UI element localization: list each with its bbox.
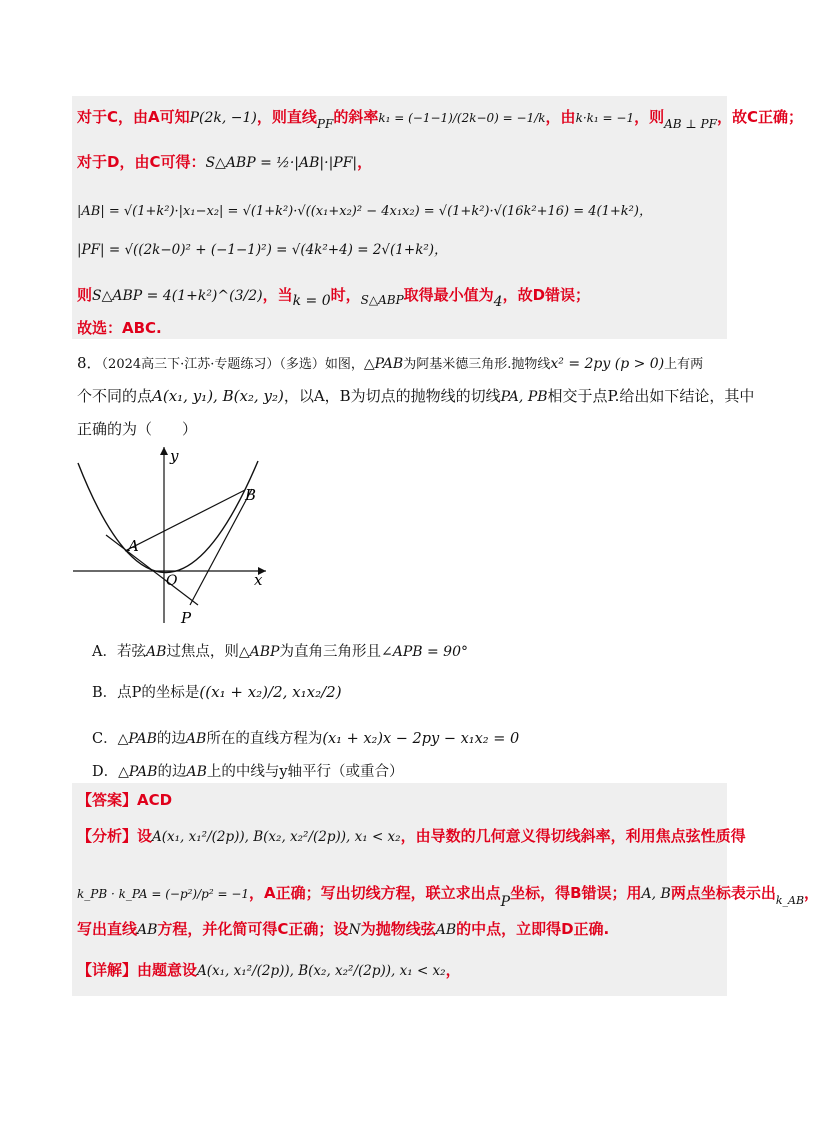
question-text-3: 个不同的点 <box>77 387 153 405</box>
option-c-ab: AB <box>185 731 207 747</box>
min-tail: ，故D错误； <box>502 286 591 304</box>
pf-label: PF <box>316 117 334 131</box>
option-c-letter: C． <box>92 731 118 747</box>
label-o: O <box>166 573 178 589</box>
analysis-text-3: 坐标，得B错误；用 <box>510 884 642 902</box>
analysis-slope-product: k_PB · k_PA = (−p²)/p² = −1 <box>77 887 250 901</box>
question-text-1: 为阿基米德三角形.抛物线 <box>403 357 551 372</box>
tangents-expr: PA, PB <box>500 389 548 405</box>
c-then: ，则 <box>634 108 665 126</box>
option-c-pre: 的边 <box>156 731 186 747</box>
c-by: ，由 <box>545 108 576 126</box>
analysis-text-8: 为抛物线弦 <box>360 920 436 938</box>
question-text-5: 相交于点P.给出如下结论，其中 <box>547 387 755 405</box>
analysis-text-4: 两点坐标表示出 <box>670 884 776 902</box>
question-line-1 <box>77 352 703 376</box>
answer-value: ACD <box>137 791 173 809</box>
option-c <box>92 727 519 748</box>
min-value-label: 取得最小值为 <box>403 286 494 304</box>
y-axis-arrow <box>160 447 168 455</box>
label-x: x <box>254 571 263 589</box>
parabola-expr: x² = 2py (p > 0) <box>550 356 665 372</box>
solution-line-c <box>77 106 803 129</box>
label-y: y <box>170 447 179 465</box>
question-line-2 <box>77 385 754 408</box>
analysis-text-5: ， <box>804 884 819 902</box>
option-d-post: 上的中线与y轴平行（或重合） <box>206 764 404 780</box>
area-symbol: S△ABP <box>360 293 404 307</box>
option-d-pre: 的边 <box>157 764 187 780</box>
option-b-letter: B． <box>92 685 118 701</box>
option-a-letter: A． <box>92 644 117 660</box>
analysis-text-2: ，A正确；写出切线方程，联立求出点 <box>249 884 501 902</box>
analysis-n: N <box>348 922 361 938</box>
option-c-tri: △PAB <box>117 731 157 747</box>
parabola-figure <box>70 443 270 628</box>
min-time: 时， <box>330 286 361 304</box>
analysis-line-1 <box>77 825 746 848</box>
parabola-curve <box>78 461 258 573</box>
analysis-line-2 <box>77 882 819 910</box>
label-a: A <box>128 537 139 555</box>
points-ab: A(x₁, y₁), B(x₂, y₂) <box>152 387 284 405</box>
min-value: 4 <box>493 294 503 310</box>
option-b <box>92 681 342 702</box>
ab-length-equation <box>77 199 652 223</box>
d-tail: ， <box>357 153 373 171</box>
analysis-text-9: 的中点，立即得D正确. <box>456 920 610 938</box>
analysis-ab: AB <box>137 922 158 938</box>
min-when: ，当 <box>262 286 293 304</box>
option-b-expr: ((x₁ + x₂)/2, x₁x₂/2) <box>199 683 342 701</box>
solution-line-d <box>77 151 372 174</box>
option-d <box>92 760 404 781</box>
area-formula: S△ABP = 4(1+k²)^(3/2) <box>92 288 263 304</box>
pf-length-equation <box>77 238 448 261</box>
detail-setup: A(x₁, x₁²/(2p)), B(x₂, x₂²/(2p)), x₁ < x₂ <box>197 963 446 979</box>
detail-label: 【详解】由题意设 <box>77 961 198 979</box>
tangent-pa <box>106 535 198 605</box>
area-expr: S△ABP = ½·|AB|·|PF| <box>205 155 358 171</box>
option-a-post: 为直角三角形且 <box>279 644 381 660</box>
analysis-p: P <box>500 894 511 910</box>
label-b: B <box>245 486 257 504</box>
slope-expr: k₁ = (−1−1)/(2k−0) = −1/k <box>378 111 546 125</box>
slope-label: 的斜率 <box>333 108 379 126</box>
option-c-post: 所在的直线方程为 <box>206 731 323 747</box>
detail-line <box>77 959 461 982</box>
question-number: 8． <box>77 354 102 372</box>
analysis-line-3 <box>77 918 609 941</box>
analysis-text-6: 写出直线 <box>77 920 138 938</box>
min-lead: 则 <box>77 286 93 304</box>
option-a <box>92 640 468 661</box>
label-p: P <box>181 609 192 627</box>
ab-equation-text: |AB| = √(1+k²)·|x₁−x₂| = √(1+k²)·√((x₁+x₂)² − 4x₁x₂) = √(1+k²)·√(16k²+16) = 4(1+k²)， <box>77 204 652 219</box>
analysis-ab-2: AB <box>435 922 457 938</box>
c-lead: 对于C，由A可知 <box>77 108 190 126</box>
question-source: （2024高三下·江苏·专题练习）（多选）如图， <box>101 357 364 372</box>
analysis-text-7: 方程，并化简可得C正确；设 <box>157 920 349 938</box>
question-line-3 <box>77 418 197 440</box>
perp-expr: AB ⊥ PF <box>664 117 717 131</box>
option-d-tri: △PAB <box>118 764 158 780</box>
triangle-pab: △PAB <box>363 356 404 372</box>
answer-label: 【答案】 <box>77 791 138 809</box>
point-p-expr: P(2k, −1) <box>189 110 257 126</box>
option-a-mid: 过焦点，则 <box>166 644 239 660</box>
pf-equation-text: |PF| = √((2k−0)² + (−1−1)²) = √(4k²+4) = 2√(1+k²)， <box>77 242 448 258</box>
option-c-expr: (x₁ + x₂)x − 2py − x₁x₂ = 0 <box>322 731 520 747</box>
product-expr: k·k₁ = −1 <box>575 111 635 125</box>
c-mid: ，则直线 <box>256 108 317 126</box>
min-area-line <box>77 284 591 310</box>
tangent-pb <box>190 489 252 605</box>
option-a-angle: ∠APB = 90° <box>380 644 468 660</box>
analysis-setup: A(x₁, x₁²/(2p)), B(x₂, x₂²/(2p)), x₁ < x₂ <box>152 829 401 845</box>
analysis-label: 【分析】设 <box>77 827 153 845</box>
detail-tail: ， <box>445 961 461 979</box>
option-b-pre: 点P的坐标是 <box>117 685 200 701</box>
d-lead: 对于D，由C可得： <box>77 153 206 171</box>
answer-line <box>77 789 172 811</box>
option-a-ab: AB <box>145 644 167 660</box>
k-zero: k = 0 <box>292 293 331 309</box>
analysis-kab: k_AB <box>775 894 805 907</box>
option-a-tri: △ABP <box>238 644 280 660</box>
chord-ab <box>125 490 245 551</box>
choice-text: 故选：ABC. <box>77 319 162 337</box>
choice-line <box>77 317 162 339</box>
c-tail: ，故C正确； <box>716 108 803 126</box>
question-text-6: 正确的为（ ） <box>77 420 198 438</box>
option-a-pre: 若弦 <box>116 644 146 660</box>
question-text-2: 上有两 <box>664 357 704 372</box>
option-d-ab: AB <box>186 764 207 780</box>
option-d-letter: D． <box>92 764 119 780</box>
question-text-4: ，以A，B为切点的抛物线的切线 <box>283 387 501 405</box>
analysis-ab-points: A, B <box>641 886 671 902</box>
analysis-text-1: ，由导数的几何意义得切线斜率，利用焦点弦性质得 <box>400 827 746 845</box>
